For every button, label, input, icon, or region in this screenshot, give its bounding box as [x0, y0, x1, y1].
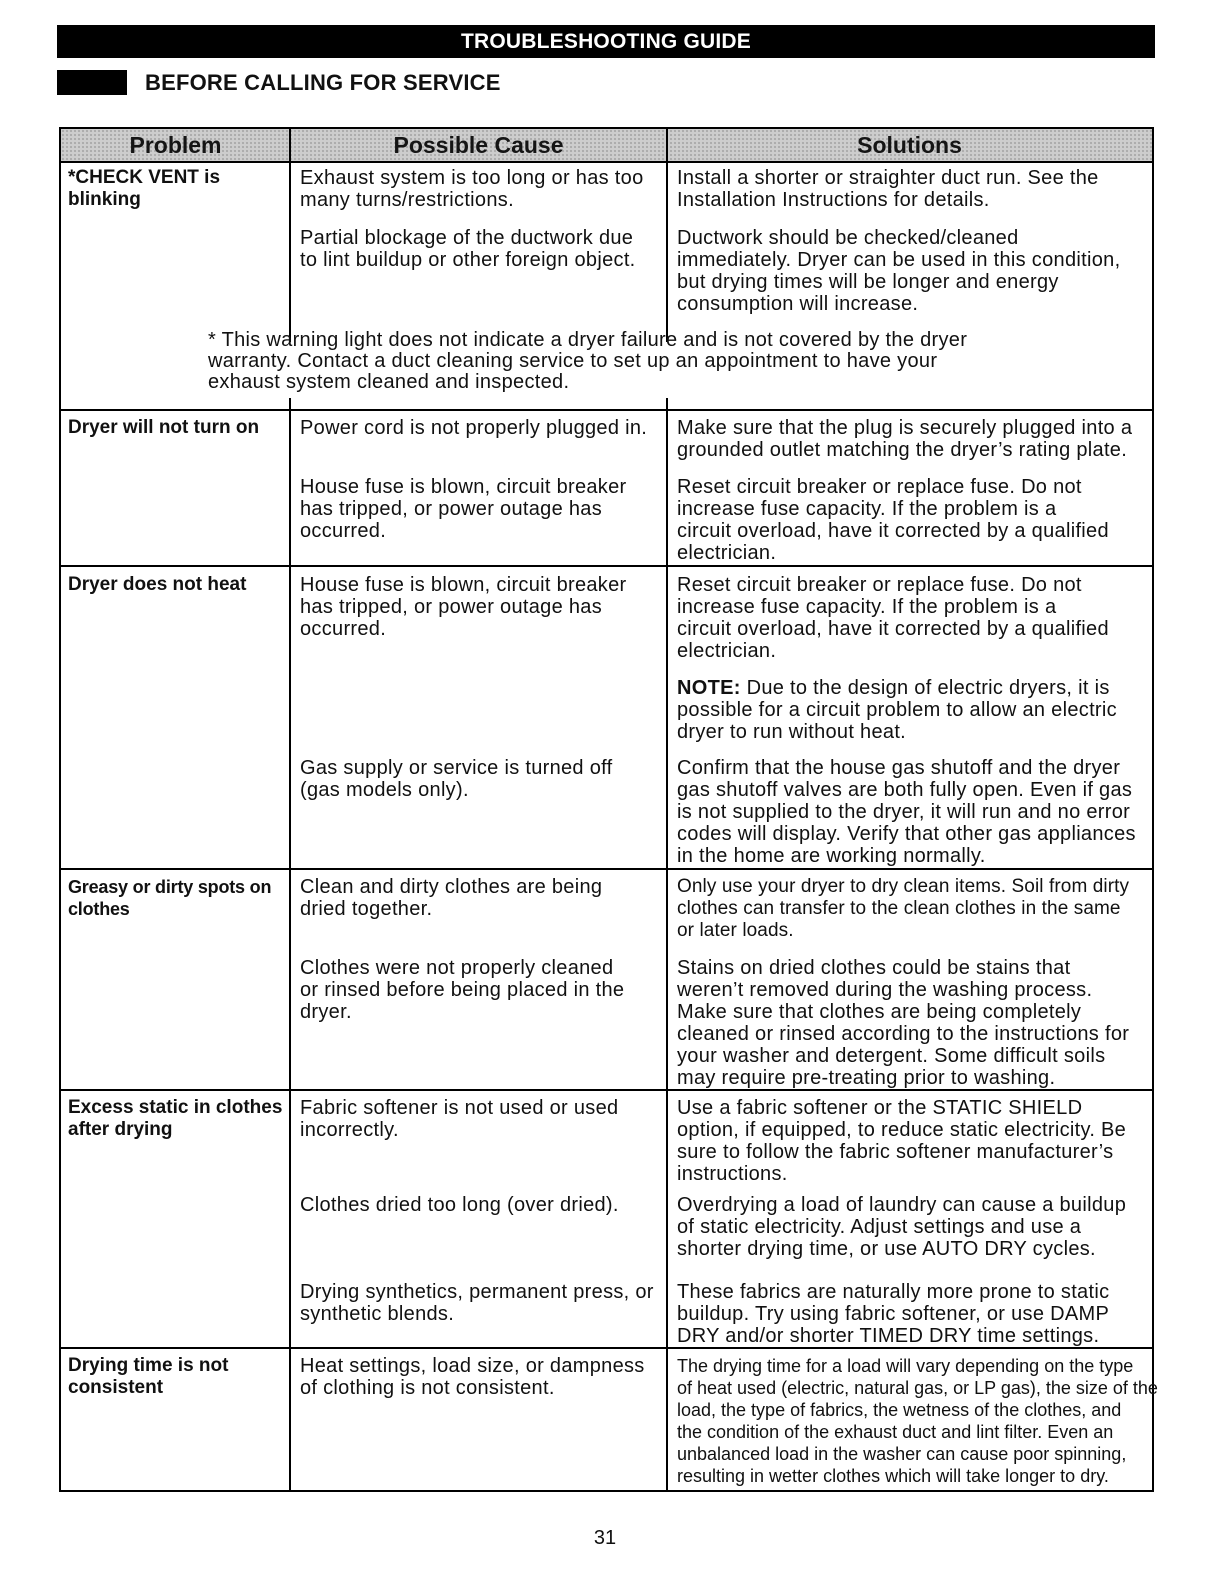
- column-divider: [289, 129, 291, 342]
- problem-cell: Excess static in clothes after drying: [68, 1097, 283, 1140]
- section-title: BEFORE CALLING FOR SERVICE: [145, 70, 501, 95]
- solution-text: Overdrying a load of laundry can cause a buildup of static electricity. Adjust settings and use a shorter drying time, or use AUTO DRY cycles.: [677, 1194, 1127, 1260]
- column-divider: [666, 129, 668, 342]
- warning-footnote: * This warning light does not indicate a dryer failure and is not covered by the dryer warranty. Contact a duct cleaning service to set up an appointment to have your exhaust system cleaned and inspected.: [208, 329, 968, 393]
- column-divider: [289, 398, 291, 1490]
- problem-cell: Greasy or dirty spots on clothes: [68, 877, 272, 919]
- row-divider: [61, 565, 1152, 567]
- cause-text: House fuse is blown, circuit breaker has tripped, or power outage has occurred.: [300, 476, 627, 542]
- problem-cell: Drying time is not consistent: [68, 1355, 229, 1398]
- solution-text: The drying time for a load will vary depending on the type of heat used (electric, natural gas, or LP gas), the size of the load, the type of fabrics, the wetness of the clothes, and the condition of the exhaust duct and lint filter. Even an unbalanced load in the washer can cause poor spinning, resulting in wetter clothes which will take longer to dry.: [677, 1356, 1158, 1486]
- cause-text: Gas supply or service is turned off (gas models only).: [300, 757, 613, 801]
- cause-text: House fuse is blown, circuit breaker has tripped, or power outage has occurred.: [300, 574, 627, 640]
- problem-cell: *CHECK VENT is blinking: [68, 167, 221, 210]
- note-label: NOTE:: [677, 677, 741, 699]
- cause-text: Partial blockage of the ductwork due to lint buildup or other foreign object.: [300, 227, 636, 271]
- cause-text: Clothes dried too long (over dried).: [300, 1194, 619, 1216]
- solution-text: Reset circuit breaker or replace fuse. Do not increase fuse capacity. If the problem is a circuit overload, have it corrected by a qualified electrician.: [677, 476, 1109, 564]
- cause-text: Fabric softener is not used or used incorrectly.: [300, 1097, 619, 1141]
- header-problem: Problem: [129, 132, 222, 158]
- solution-text: Only use your dryer to dry clean items. Soil from dirty clothes can transfer to the clean clothes in the same or later loads.: [677, 876, 1130, 941]
- guide-title-banner: TROUBLESHOOTING GUIDE: [57, 25, 1155, 58]
- row-divider: [61, 868, 1152, 870]
- cause-text: Drying synthetics, permanent press, or synthetic blends.: [300, 1281, 654, 1325]
- cause-text: Clean and dirty clothes are being dried together.: [300, 876, 603, 920]
- solution-text: Make sure that the plug is securely plugged into a grounded outlet matching the dryer’s rating plate.: [677, 417, 1133, 461]
- solution-text: Stains on dried clothes could be stains that weren’t removed during the washing process. Make sure that clothes are being completely cleaned or rinsed according to the instructions for your washer and detergent. Some difficult soils may require pre-treating prior to washing.: [677, 957, 1130, 1089]
- cause-text: Clothes were not properly cleaned or rinsed before being placed in the dryer.: [300, 957, 625, 1023]
- header-divider: [61, 161, 1152, 163]
- cause-text: Power cord is not properly plugged in.: [300, 417, 648, 439]
- column-divider: [666, 398, 668, 1490]
- header-possible-cause: Possible Cause: [393, 132, 564, 158]
- solution-text: These fabrics are naturally more prone to static buildup. Try using fabric softener, or use DAMP DRY and/or shorter TIMED DRY time settings.: [677, 1281, 1110, 1347]
- cause-text: Exhaust system is too long or has too many turns/restrictions.: [300, 167, 644, 211]
- solution-text: Ductwork should be checked/cleaned immediately. Dryer can be used in this condition, but drying times will be longer and energy consumption will increase.: [677, 227, 1121, 315]
- problem-cell: Dryer does not heat: [68, 574, 247, 595]
- problem-cell: Dryer will not turn on: [68, 417, 260, 438]
- solution-text: Confirm that the house gas shutoff and the dryer gas shutoff valves are both fully open. Even if gas is not supplied to the dryer, it will run and no error codes will display. Verify that other gas appliances in the home are working normally.: [677, 757, 1136, 867]
- row-divider: [61, 1089, 1152, 1091]
- page-number: 31: [593, 1527, 617, 1549]
- header-solutions: Solutions: [857, 132, 962, 158]
- note-text: Due to the design of electric dryers, it is possible for a circuit problem to allow an electric dryer to run without heat.: [677, 677, 1117, 743]
- solution-text: Reset circuit breaker or replace fuse. Do not increase fuse capacity. If the problem is a circuit overload, have it corrected by a qualified electrician.: [677, 574, 1109, 662]
- row-divider: [61, 409, 1152, 411]
- solution-text: Use a fabric softener or the STATIC SHIELD option, if equipped, to reduce static electricity. Be sure to follow the fabric softener manufacturer’s instructions.: [677, 1097, 1127, 1185]
- table-header-row: [61, 129, 1152, 162]
- cause-text: Heat settings, load size, or dampness of clothing is not consistent.: [300, 1355, 645, 1399]
- solution-text: Install a shorter or straighter duct run. See the Installation Instructions for details.: [677, 167, 1099, 211]
- row-divider: [61, 1347, 1152, 1349]
- section-marker-bar: [57, 70, 127, 95]
- troubleshooting-table: [59, 127, 1158, 1492]
- solution-note: [677, 677, 1117, 743]
